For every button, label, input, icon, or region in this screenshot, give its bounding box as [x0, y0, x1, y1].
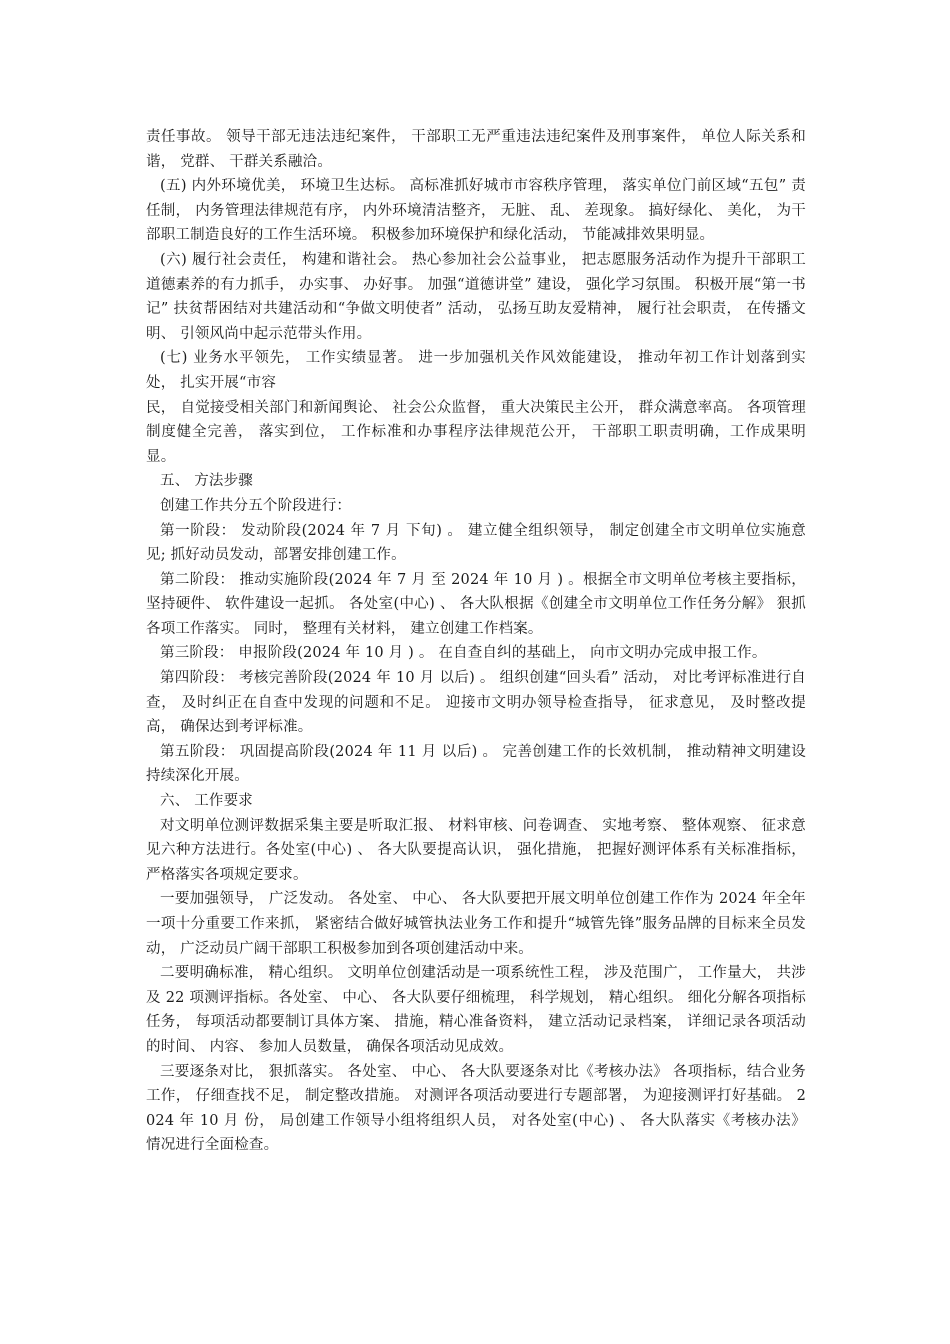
paragraph-requirement-2: 二要明确标准， 精心组织。 文明单位创建活动是一项系统性工程， 涉及范围广， 工作量大， 共涉及 22 项测评指标。各处室、 中心、 各大队要仔细梳理， 科学规划， 精心组织。 细化分解各项指标任务， 每项活动都要制订具体方案、 措施，精心准备资料， 建立活动记录档案， 详细记录各项活动的时间、 内容、 参加人员数量， 确保各项活动见成效。: [146, 965, 806, 1055]
paragraph-stages-intro: 创建工作共分五个阶段进行：: [160, 497, 352, 514]
paragraph-stage-5: 第五阶段： 巩固提高阶段(2024 年 11 月 以后) 。 完善创建工作的长效机制， 推动精神文明建设持续深化开展。: [146, 743, 806, 785]
paragraph-requirement-1: 一要加强领导， 广泛发动。 各处室、 中心、 各大队要把开展文明单位创建工作作为 2024 年全年一项十分重要工作来抓， 紧密结合做好城管执法业务工作和提升“城管先锋”服务品牌的目标来全员发动， 广泛动员广阔干部职工积极参加到各项创建活动中来。: [146, 891, 806, 957]
paragraph-responsibility-accidents: 责任事故。 领导干部无违法违纪案件， 干部职工无严重违法违纪案件及刑事案件， 单位人际关系和谐， 党群、 干群关系融洽。: [146, 129, 806, 170]
paragraph-environment: (五) 内外环境优美， 环境卫生达标。 高标准抓好城市市容秩序管理， 落实单位门前区域“五包” 责任制， 内务管理法律规范有序， 内外环境清洁整齐， 无脏、 乱、 差现象。 搞好绿化、 美化， 为干部职工制造良好的工作生活环境。 积极参加环境保护和绿化活动， 节能减排效果明显。: [146, 178, 806, 244]
paragraph-data-collection: 对文明单位测评数据采集主要是听取汇报、 材料审核、问卷调查、 实地考察、 整体观察、 征求意见六种方法进行。各处室(中心) 、 各大队要提高认识， 强化措施， 把握好测评体系有关标准指标， 严格落实各项规定要求。: [146, 817, 806, 883]
paragraph-social-responsibility: (六) 履行社会责任， 构建和谐社会。 热心参加社会公益事业， 把志愿服务活动作为提升干部职工道德素养的有力抓手， 办实事、 办好事。 加强“道德讲堂” 建设， 强化学习氛围。 积极开展“第一书记” 扶贫帮困结对共建活动和“争做文明使者” 活动， 弘扬互助友爱精神， 履行社会职责， 在传播文明、 引领风尚中起示范带头作用。: [146, 251, 806, 342]
paragraph-stage-2: 第二阶段： 推动实施阶段(2024 年 7 月 至 2024 年 10 月 ) 。根据全市文明单位考核主要指标， 坚持硬件、 软件建设一起抓。 各处室(中心) 、 各大队根据《创建全市文明单位工作任务分解》 狠抓各项工作落实。 同时， 整理有关材料， 建立创建工作档案。: [146, 571, 806, 637]
section-heading-methods: 五、 方法步骤: [160, 473, 254, 490]
paragraph-public-supervision: 民， 自觉接受相关部门和新闻舆论、 社会公众监督， 重大决策民主公开， 群众满意率高。 各项管理制度健全完善， 落实到位， 工作标准和办事程序法律规范公开， 干部职工职责明确，工作成果明显。: [146, 399, 806, 465]
section-heading-requirements: 六、 工作要求: [160, 793, 254, 810]
paragraph-stage-4: 第四阶段： 考核完善阶段(2024 年 10 月 以后) 。 组织创建“回头看” 活动， 对比考评标准进行自查， 及时纠正在自查中发现的问题和不足。 迎接市文明办领导检查指导， 征求意见， 及时整改提高， 确保达到考评标准。: [146, 670, 806, 736]
paragraph-stage-3: 第三阶段： 申报阶段(2024 年 10 月 ) 。 在自查自纠的基础上， 向市文明办完成申报工作。: [160, 645, 767, 662]
paragraph-requirement-3: 三要逐条对比， 狠抓落实。 各处室、 中心、 各大队要逐条对比《考核办法》 各项指标，结合业务工作， 仔细查找不足， 制定整改措施。 对测评各项活动要进行专题部署， 为迎接测评打好基础。 2024 年 10 月 份， 局创建工作领导小组将组织人员， 对各处室(中心) 、 各大队落实《考核办法》 情况进行全面检查。: [146, 1063, 806, 1154]
document-body: [146, 125, 806, 1158]
paragraph-stage-1: 第一阶段： 发动阶段(2024 年 7 月 下旬) 。 建立健全组织领导， 制定创建全市文明单位实施意见; 抓好动员发动，部署安排创建工作。: [146, 522, 806, 564]
paragraph-business-level: (七) 业务水平领先， 工作实绩显著。 进一步加强机关作风效能建设， 推动年初工作计划落到实处， 扎实开展“市容: [146, 350, 806, 391]
